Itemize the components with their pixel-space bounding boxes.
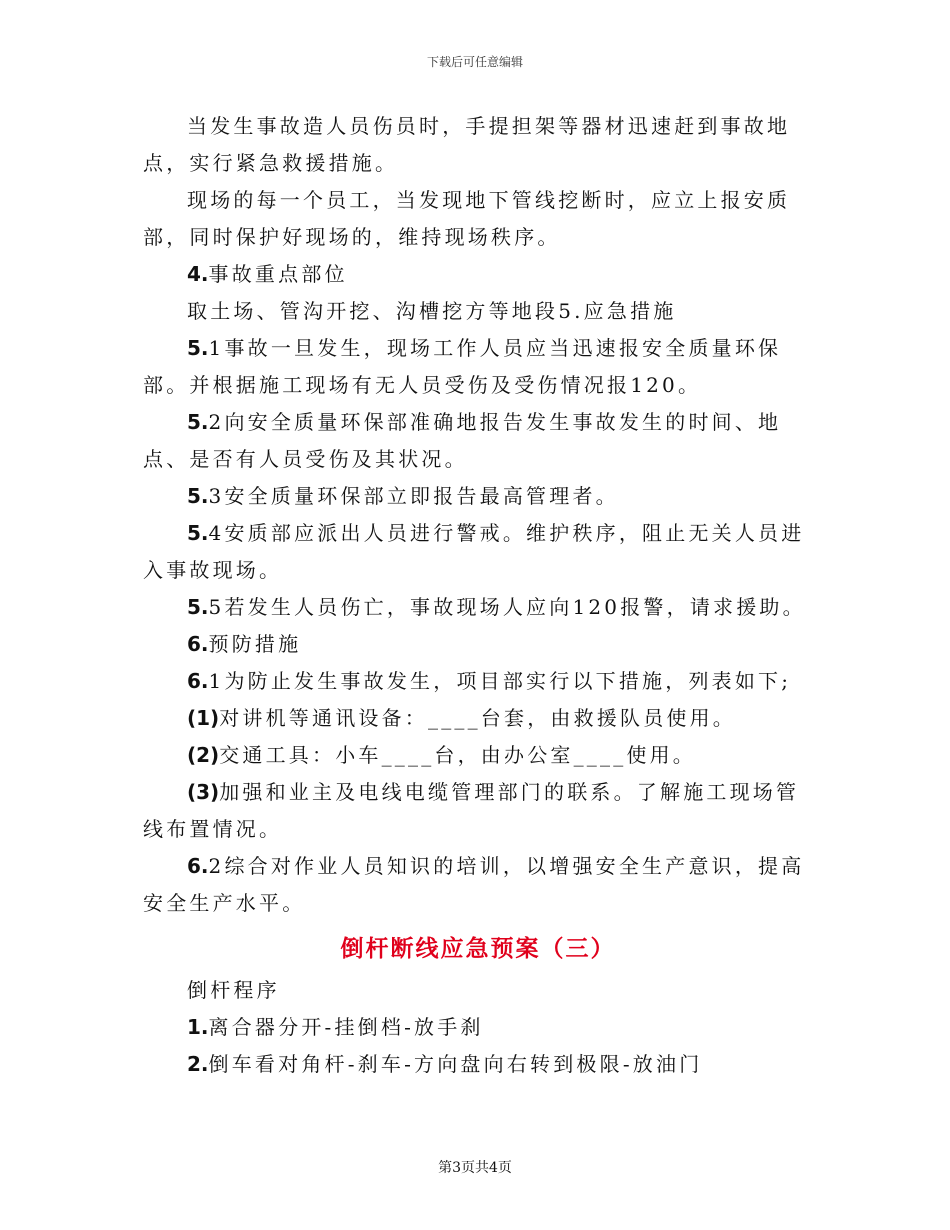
- section-4-heading: [143, 256, 813, 293]
- list-text: 对讲机等通讯设备：____台套，由救援队员使用。: [219, 706, 737, 730]
- item-text: 2综合对作业人员知识的培训，以增强安全生产意识，提高安全生产水平。: [143, 854, 805, 915]
- item-text: 5若发生人员伤亡，事故现场人应向120报警，请求援助。: [208, 595, 806, 619]
- item-5-1: [143, 330, 813, 404]
- document-body: [143, 108, 813, 1083]
- list-item-3: [143, 774, 813, 848]
- item-5-3: [143, 478, 813, 515]
- paragraph-key-areas: 取土场、管沟开挖、沟槽挖方等地段5.应急措施: [187, 299, 677, 323]
- page-number: 第3页共4页: [438, 1160, 512, 1176]
- section-6-heading: [143, 626, 813, 663]
- list-number: (2): [187, 743, 220, 767]
- section-number: 4.: [187, 262, 209, 286]
- section-number: 6.: [187, 632, 209, 656]
- header-note: 下载后可任意编辑: [426, 55, 523, 69]
- list-number: (1): [187, 706, 220, 730]
- paragraph-rescue: 当发生事故造人员伤员时，手提担架等器材迅速赶到事故地点，实行紧急救援措施。: [143, 114, 791, 175]
- step-number: 2.: [187, 1052, 209, 1076]
- section-label: 事故重点部位: [208, 262, 348, 286]
- item-5-2: [143, 404, 813, 478]
- item-number: 5.: [187, 521, 209, 545]
- section-intro: 倒杆程序: [187, 978, 280, 1002]
- item-5-4: [143, 515, 813, 589]
- list-number: (3): [187, 780, 220, 804]
- item-number: 5.: [187, 595, 209, 619]
- item-text: 2向安全质量环保部准确地报告发生事故发生的时间、地点、是否有人员受伤及其状况。: [143, 410, 782, 471]
- item-text: 3安全质量环保部立即报告最高管理者。: [208, 484, 619, 508]
- section-label: 预防措施: [208, 632, 302, 656]
- step-1: [143, 1009, 813, 1046]
- step-text: 离合器分开-挂倒档-放手刹: [208, 1015, 484, 1039]
- item-number: 5.: [187, 484, 209, 508]
- step-text: 倒车看对角杆-刹车-方向盘向右转到极限-放油门: [208, 1052, 703, 1076]
- step-number: 1.: [187, 1015, 209, 1039]
- list-item-1: [143, 700, 813, 737]
- item-number: 5.: [187, 336, 209, 360]
- item-text: 1为防止发生事故发生，项目部实行以下措施，列表如下;: [208, 669, 792, 693]
- item-6-2: [143, 848, 813, 922]
- item-number: 6.: [187, 854, 209, 878]
- item-number: 5.: [187, 410, 209, 434]
- item-text: 1事故一旦发生，现场工作人员应当迅速报安全质量环保部。并根据施工现场有无人员受伤及受伤情况报120。: [143, 336, 782, 397]
- item-5-5: [143, 589, 813, 626]
- list-text: 交通工具：小车____台，由办公室____使用。: [219, 743, 697, 767]
- list-item-2: [143, 737, 813, 774]
- item-number: 6.: [187, 669, 209, 693]
- step-2: [143, 1046, 813, 1083]
- list-text: 加强和业主及电线电缆管理部门的联系。了解施工现场管线布置情况。: [143, 780, 800, 841]
- item-6-1: [143, 663, 813, 700]
- item-text: 4安质部应派出人员进行警戒。维护秩序，阻止无关人员进入事故现场。: [143, 521, 805, 582]
- section-title: 倒杆断线应急预案（三）: [340, 935, 616, 962]
- paragraph-pipeline-report: 现场的每一个员工，当发现地下管线挖断时，应立上报安质部，同时保护好现场的，维持现场秩序。: [143, 188, 791, 249]
